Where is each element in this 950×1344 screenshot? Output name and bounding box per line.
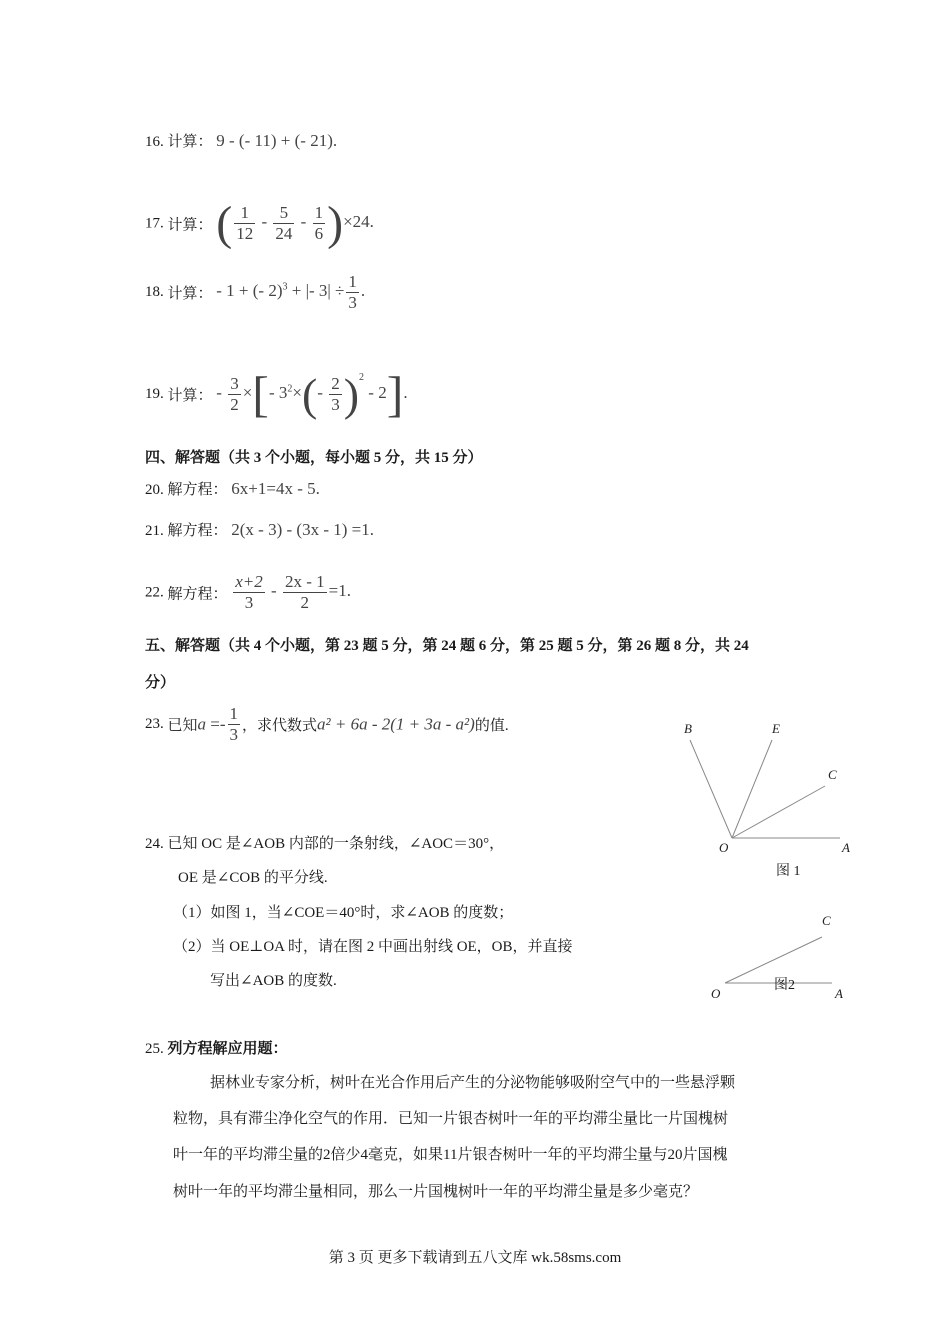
- q17-expression: ( $\frac{1}{12}$ - $\frac{5}{24}$ - $\frac{1}{6}$ )×24.: [216, 197, 374, 250]
- question-25-title: 25. 列方程解应用题：: [145, 1041, 288, 1057]
- q18-expression: - 1 + (- 2)$^3$ + |- 3| ÷ $\frac{1}{3}$ .: [216, 272, 366, 312]
- question-24-line2: OE 是∠COB 的平分线.: [178, 870, 328, 886]
- fig2-label-a: A: [835, 986, 843, 1001]
- ray-oe: [732, 740, 772, 838]
- fig1-label-c: C: [828, 767, 837, 782]
- question-19: 19. 计算： - $\frac{3}{2}$ ×[- $3^2\times(-$ $\frac{2}{3}$ )$^2$ - 2].: [145, 366, 408, 422]
- fig1-label-a: A: [842, 840, 850, 855]
- fig1-label-o: O: [719, 840, 729, 855]
- fig2-label-o: O: [711, 986, 721, 1001]
- fig2-label-c: C: [822, 913, 831, 928]
- page-footer: 第 3 页 更多下载请到五八文库 wk.58sms.com: [328, 1250, 622, 1266]
- q25-para-line3: 叶一年的平均滞尘量的2倍少4毫克，如果11片银杏树叶一年的平均滞尘量与20片国槐: [173, 1147, 728, 1163]
- question-18: 18. 计算： - 1 + (- 2)$^3$ + |- 3| ÷ $\frac{1}{3}$ .: [145, 272, 366, 312]
- question-21: 21. 解方程： 2(x - 3) - (3x - 1) =1.: [145, 520, 374, 539]
- q25-para-line1: 据林业专家分析，树叶在光合作用后产生的分泌物能够吸附空气中的一些悬浮颗: [210, 1075, 736, 1091]
- q19-expression: - $\frac{3}{2}$ ×[- $3^2\times(-$ $\frac{2}{3}$ )$^2$ - 2].: [216, 366, 408, 422]
- q16-expression: 9 - (- 11) + (- 21).: [216, 131, 338, 150]
- section-4-heading: 四、解答题（共 3 个小题，每小题 5 分，共 15 分）: [145, 450, 483, 466]
- fig1-caption: 图 1: [776, 864, 801, 879]
- q23-expression: a² + 6a - 2(1 + 3a - a²): [317, 714, 475, 734]
- question-24-line1: 24. 已知 OC 是∠AOB 内部的一条射线，∠AOC＝30°，: [145, 836, 505, 852]
- question-24-part1: （1）如图 1，当∠COE＝40°时，求∠AOB 的度数；: [173, 905, 514, 921]
- q21-expression: 2(x - 3) - (3x - 1) =1.: [231, 520, 374, 539]
- question-24-part2: （2）当 OE⊥OA 时，请在图 2 中画出射线 OE，OB，并直接: [173, 939, 573, 955]
- ray-oc: [732, 786, 825, 838]
- section-5-heading-line1: 五、解答题（共 4 个小题，第 23 题 5 分，第 24 题 6 分，第 25 题 5 分，第 26 题 8 分，共 24: [145, 638, 749, 654]
- question-20: 20. 解方程： 6x+1=4x - 5.: [145, 479, 320, 498]
- q23-fraction: $\frac{1}{3}$: [229, 704, 239, 744]
- section-5-heading-line2: 分）: [145, 675, 176, 691]
- q25-para-line2: 粒物，具有滞尘净化空气的作用．已知一片银杏树叶一年的平均滞尘量比一片国槐树: [173, 1111, 729, 1127]
- fig1-label-e: E: [772, 721, 780, 736]
- question-22: 22. 解方程： $\frac{x+2}{3}$ - $\frac{2x - 1}{2}$ =1.: [145, 572, 351, 612]
- ray-ob: [690, 740, 732, 838]
- question-17: 17. 计算： ( $\frac{1}{12}$ - $\frac{5}{24}$ - $\frac{1}{6}$ )×24.: [145, 197, 374, 250]
- q22-expression: $\frac{x+2}{3}$ - $\frac{2x - 1}{2}$ =1.: [235, 572, 351, 612]
- q25-para-line4: 树叶一年的平均滞尘量相同，那么一片国槐树叶一年的平均滞尘量是多少毫克？: [173, 1184, 699, 1200]
- question-24-part2-cont: 写出∠AOB 的度数.: [210, 973, 337, 989]
- fig2-caption: 图2: [774, 978, 795, 993]
- fig1-label-b: B: [684, 721, 692, 736]
- q20-expression: 6x+1=4x - 5.: [231, 479, 320, 498]
- figure-1: [680, 718, 860, 863]
- question-23: 23. 已知a =- $\frac{1}{3}$ ，求代数式a² + 6a - 2(1 + 3a - a²)的值.: [145, 704, 509, 744]
- question-16: 16. 计算： 9 - (- 11) + (- 21).: [145, 131, 338, 150]
